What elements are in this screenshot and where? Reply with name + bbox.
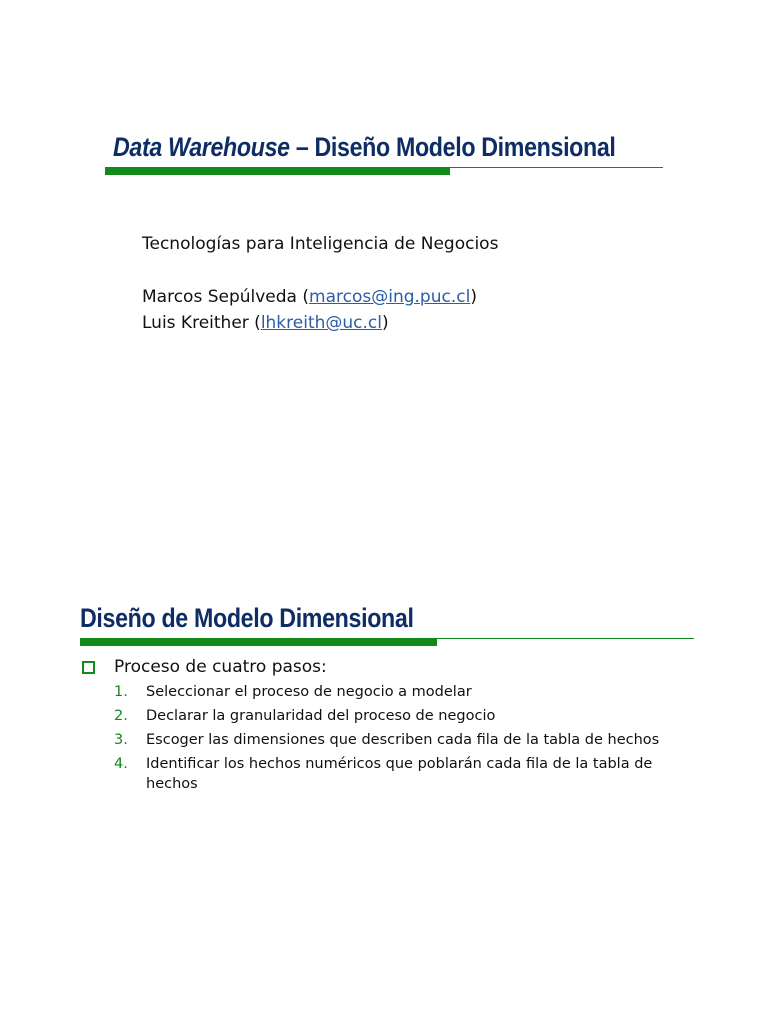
author-line: Luis Kreither (lhkreith@uc.cl) [142, 313, 389, 333]
list-item [114, 754, 674, 794]
step-text: Escoger las dimensiones que describen cada fila de la tabla de hechos [146, 732, 660, 748]
slide-title [113, 130, 616, 164]
step-number: 1. [114, 684, 128, 700]
slide-title-rest: – Diseño Modelo Dimensional [289, 132, 616, 162]
title-underline-thin [437, 638, 694, 639]
title-underline-thick [105, 167, 450, 175]
step-text: Declarar la granularidad del proceso de negocio [146, 708, 496, 724]
course-subtitle: Tecnologías para Inteligencia de Negocios [142, 234, 499, 254]
title-underline [105, 167, 663, 176]
bullet-text: Proceso de cuatro pasos: [114, 657, 327, 677]
author-line: Marcos Sepúlveda (marcos@ing.puc.cl) [142, 287, 477, 307]
step-number: 4. [114, 756, 128, 772]
step-number: 3. [114, 732, 128, 748]
list-item [114, 730, 674, 750]
list-item [114, 682, 674, 702]
slide-title: Diseño de Modelo Dimensional [80, 603, 414, 633]
author-email-link[interactable]: marcos@ing.puc.cl [309, 287, 471, 307]
step-number: 2. [114, 708, 128, 724]
author-name: Marcos Sepúlveda [142, 287, 297, 307]
step-text: Seleccionar el proceso de negocio a modelar [146, 684, 472, 700]
step-text: Identificar los hechos numéricos que poblarán cada fila de la tabla de hechos [146, 756, 653, 792]
steps-list [114, 682, 674, 798]
hollow-square-bullet-icon [82, 661, 95, 674]
title-underline-thick [80, 638, 437, 646]
author-name: Luis Kreither [142, 313, 249, 333]
title-underline [80, 638, 694, 647]
slide-title-italic: Data Warehouse [113, 132, 290, 162]
title-underline-thin [450, 167, 663, 168]
list-item [114, 706, 674, 726]
author-email-link[interactable]: lhkreith@uc.cl [260, 313, 382, 333]
